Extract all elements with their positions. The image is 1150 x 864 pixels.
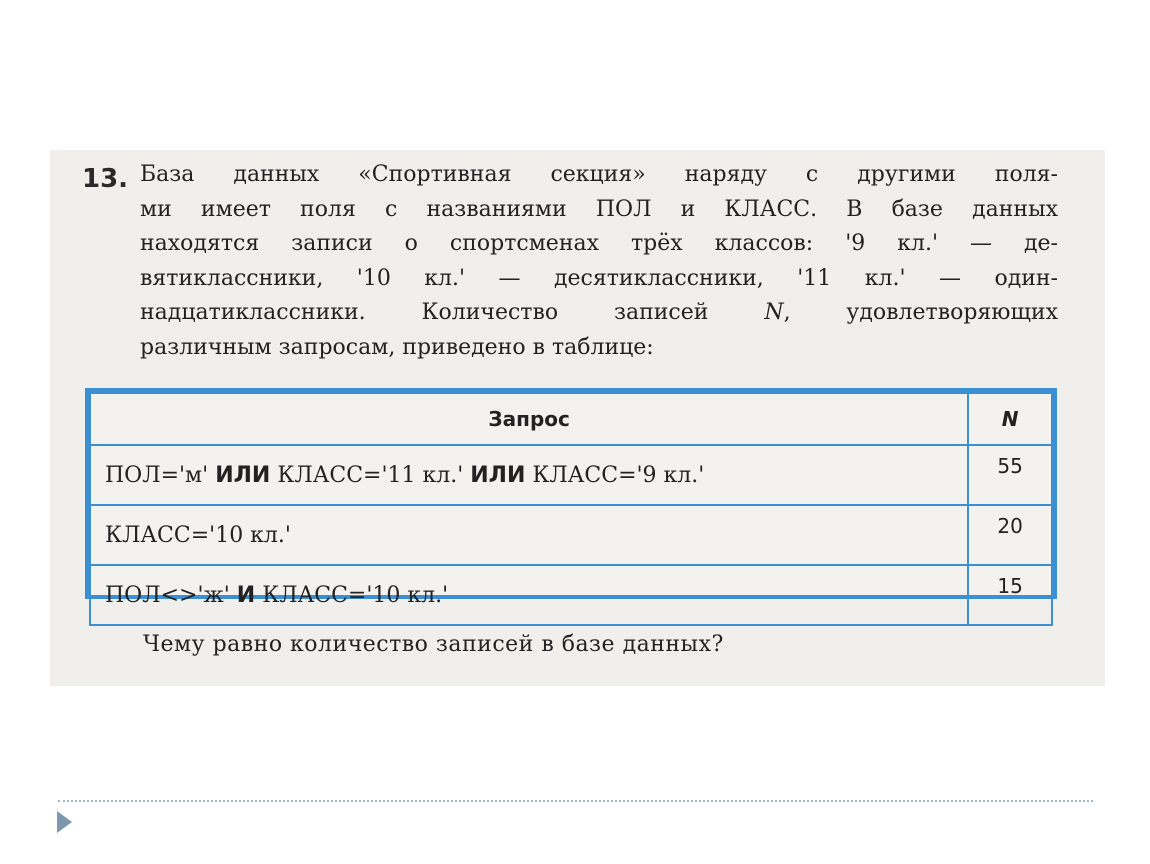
table-row <box>90 505 1052 565</box>
query-text: КЛАСС='10 кл.' <box>255 582 449 608</box>
problem-statement <box>140 158 1058 365</box>
problem-line: База данных «Спортивная секция» наряду с другими поля- <box>140 162 1058 187</box>
query-cell <box>90 565 968 625</box>
query-text: КЛАСС='9 кл.' <box>525 462 705 488</box>
slide-divider <box>58 800 1093 802</box>
query-text: КЛАСС='10 кл.' <box>105 522 291 548</box>
query-text: ПОЛ='м' <box>105 462 216 488</box>
table-row <box>90 565 1052 625</box>
table-header-row <box>90 393 1052 445</box>
n-value-cell: 20 <box>968 505 1052 565</box>
triangle-right-icon[interactable] <box>57 811 72 833</box>
query-table <box>85 388 1057 608</box>
n-value-cell: 15 <box>968 565 1052 625</box>
problem-line: ми имеет поля с названиями ПОЛ и КЛАСС. В базе данных <box>140 196 1058 222</box>
table-row <box>90 445 1052 505</box>
n-value-cell: 55 <box>968 445 1052 505</box>
problem-line: вятиклассники, '10 кл.' — десятиклассники, '11 кл.' — один- <box>140 265 1058 291</box>
query-table-grid <box>89 392 1053 626</box>
problem-line: различным запросам, приведено в таблице: <box>140 334 654 360</box>
problem-line: надцатиклассники. Количество записей N, удовлетворяющих <box>140 300 1058 325</box>
query-cell <box>90 445 968 505</box>
query-keyword: ИЛИ <box>470 462 526 488</box>
question-text: Чему равно количество записей в базе данных? <box>143 632 724 657</box>
problem-line: находятся записи о спортсменах трёх классов: '9 кл.' — де- <box>140 231 1058 256</box>
query-keyword: ИЛИ <box>215 462 271 488</box>
query-column-header: Запрос <box>90 393 968 445</box>
query-text: КЛАСС='11 кл.' <box>270 462 471 488</box>
query-keyword: И <box>236 582 256 608</box>
query-cell <box>90 505 968 565</box>
query-text: ПОЛ<>'ж' <box>105 582 237 608</box>
problem-number: 13. <box>82 164 129 194</box>
n-column-header: N <box>968 393 1052 445</box>
